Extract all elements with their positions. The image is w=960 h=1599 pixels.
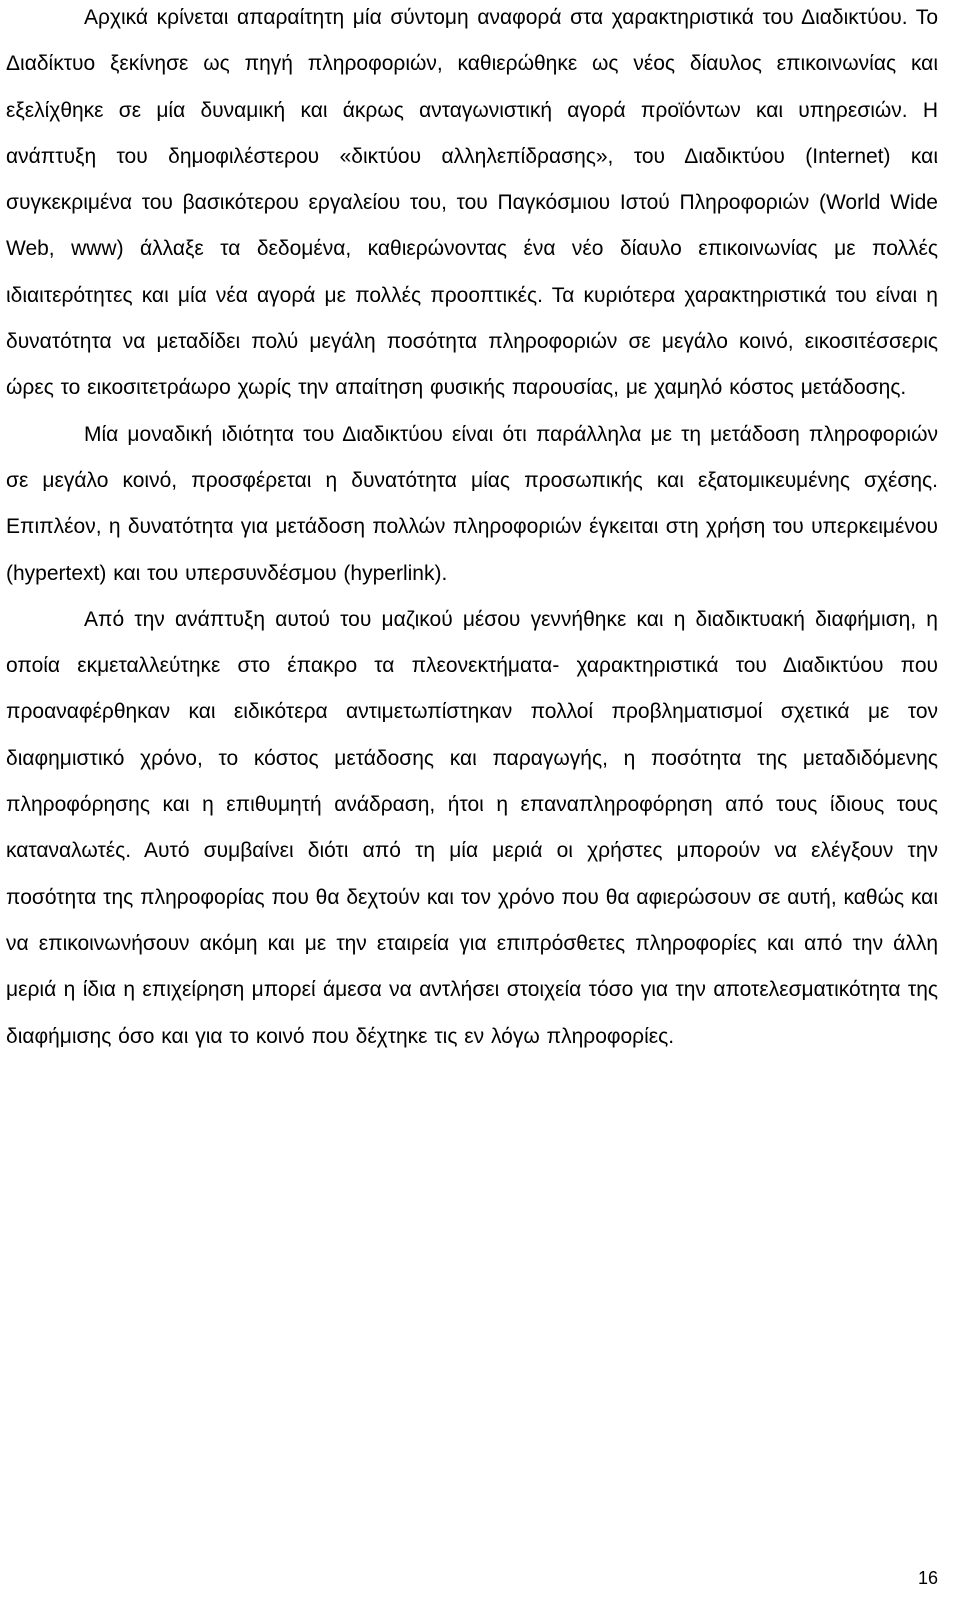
paragraph-personal-relationship: Μία μοναδική ιδιότητα του Διαδικτύου είναι ότι παράλληλα με τη μετάδοση πληροφοριών σε μεγάλο κοινό, προσφέρεται η δυνατότητα μίας προσωπικής και εξατομικευμένης σχέσης. Επιπλέον, η δυνατότητα για μετάδοση πολλών πληροφοριών έγκειται στη χρήση του υπερκειμένου (hypertext) και του υπερσυνδέσμου (hyperlink).	[6, 422, 938, 585]
document-page	[6, 0, 938, 1060]
page-number: 16	[917, 1568, 938, 1588]
paragraph-online-advertising: Από την ανάπτυξη αυτού του μαζικού μέσου γεννήθηκε και η διαδικτυακή διαφήμιση, η οποία εκμεταλλεύτηκε στο έπακρο τα πλεονεκτήματα- χαρακτηριστικά του Διαδικτύου που προαναφέρθηκαν και ειδικότερα αντιμετωπίστηκαν πολλοί προβληματισμοί σχετικά με τον διαφημιστικό χρόνο, το κόστος μετάδοσης και παραγωγής, η ποσότητα της μεταδιδόμενης πληροφόρησης και η επιθυμητή ανάδραση, ήτοι η επαναπληροφόρηση από τους ίδιους τους καταναλωτές. Αυτό συμβαίνει διότι από τη μία μεριά οι χρήστες μπορούν να ελέγξουν την ποσότητα της πληροφορίας που θα δεχτούν και τον χρόνο που θα αφιερώσουν σε αυτή, καθώς και να επικοινωνήσουν ακόμη και με την εταιρεία για επιπρόσθετες πληροφορίες και από την άλλη μεριά η ίδια η επιχείρηση μπορεί άμεσα να αντλήσει στοιχεία τόσο για την αποτελεσματικότητα της διαφήμισης όσο και για το κοινό που δέχτηκε τις εν λόγω πληροφορίες.	[6, 607, 938, 1048]
paragraph-internet-characteristics: Αρχικά κρίνεται απαραίτητη μία σύντομη αναφορά στα χαρακτηριστικά του Διαδικτύου. Το Διαδίκτυο ξεκίνησε ως πηγή πληροφοριών, καθιερώθηκε ως νέος δίαυλος επικοινωνίας και εξελίχθηκε σε μία δυναμική και άκρως ανταγωνιστική αγορά προϊόντων και υπηρεσιών. Η ανάπτυξη του δημοφιλέστερου «δικτύου αλληλεπίδρασης», του Διαδικτύου (Internet) και συγκεκριμένα του βασικότερου εργαλείου του, του Παγκόσμιου Ιστού Πληροφοριών (World Wide Web, www) άλλαξε τα δεδομένα, καθιερώνοντας ένα νέο δίαυλο επικοινωνίας με πολλές ιδιαιτερότητες και μία νέα αγορά με πολλές προοπτικές. Τα κυριότερα χαρακτηριστικά του είναι η δυνατότητα να μεταδίδει πολύ μεγάλη ποσότητα πληροφοριών σε μεγάλο κοινό, εικοσιτέσσερις ώρες το εικοσιτετράωρο χωρίς την απαίτηση φυσικής παρουσίας, με χαμηλό κόστος μετάδοσης.	[6, 6, 938, 400]
